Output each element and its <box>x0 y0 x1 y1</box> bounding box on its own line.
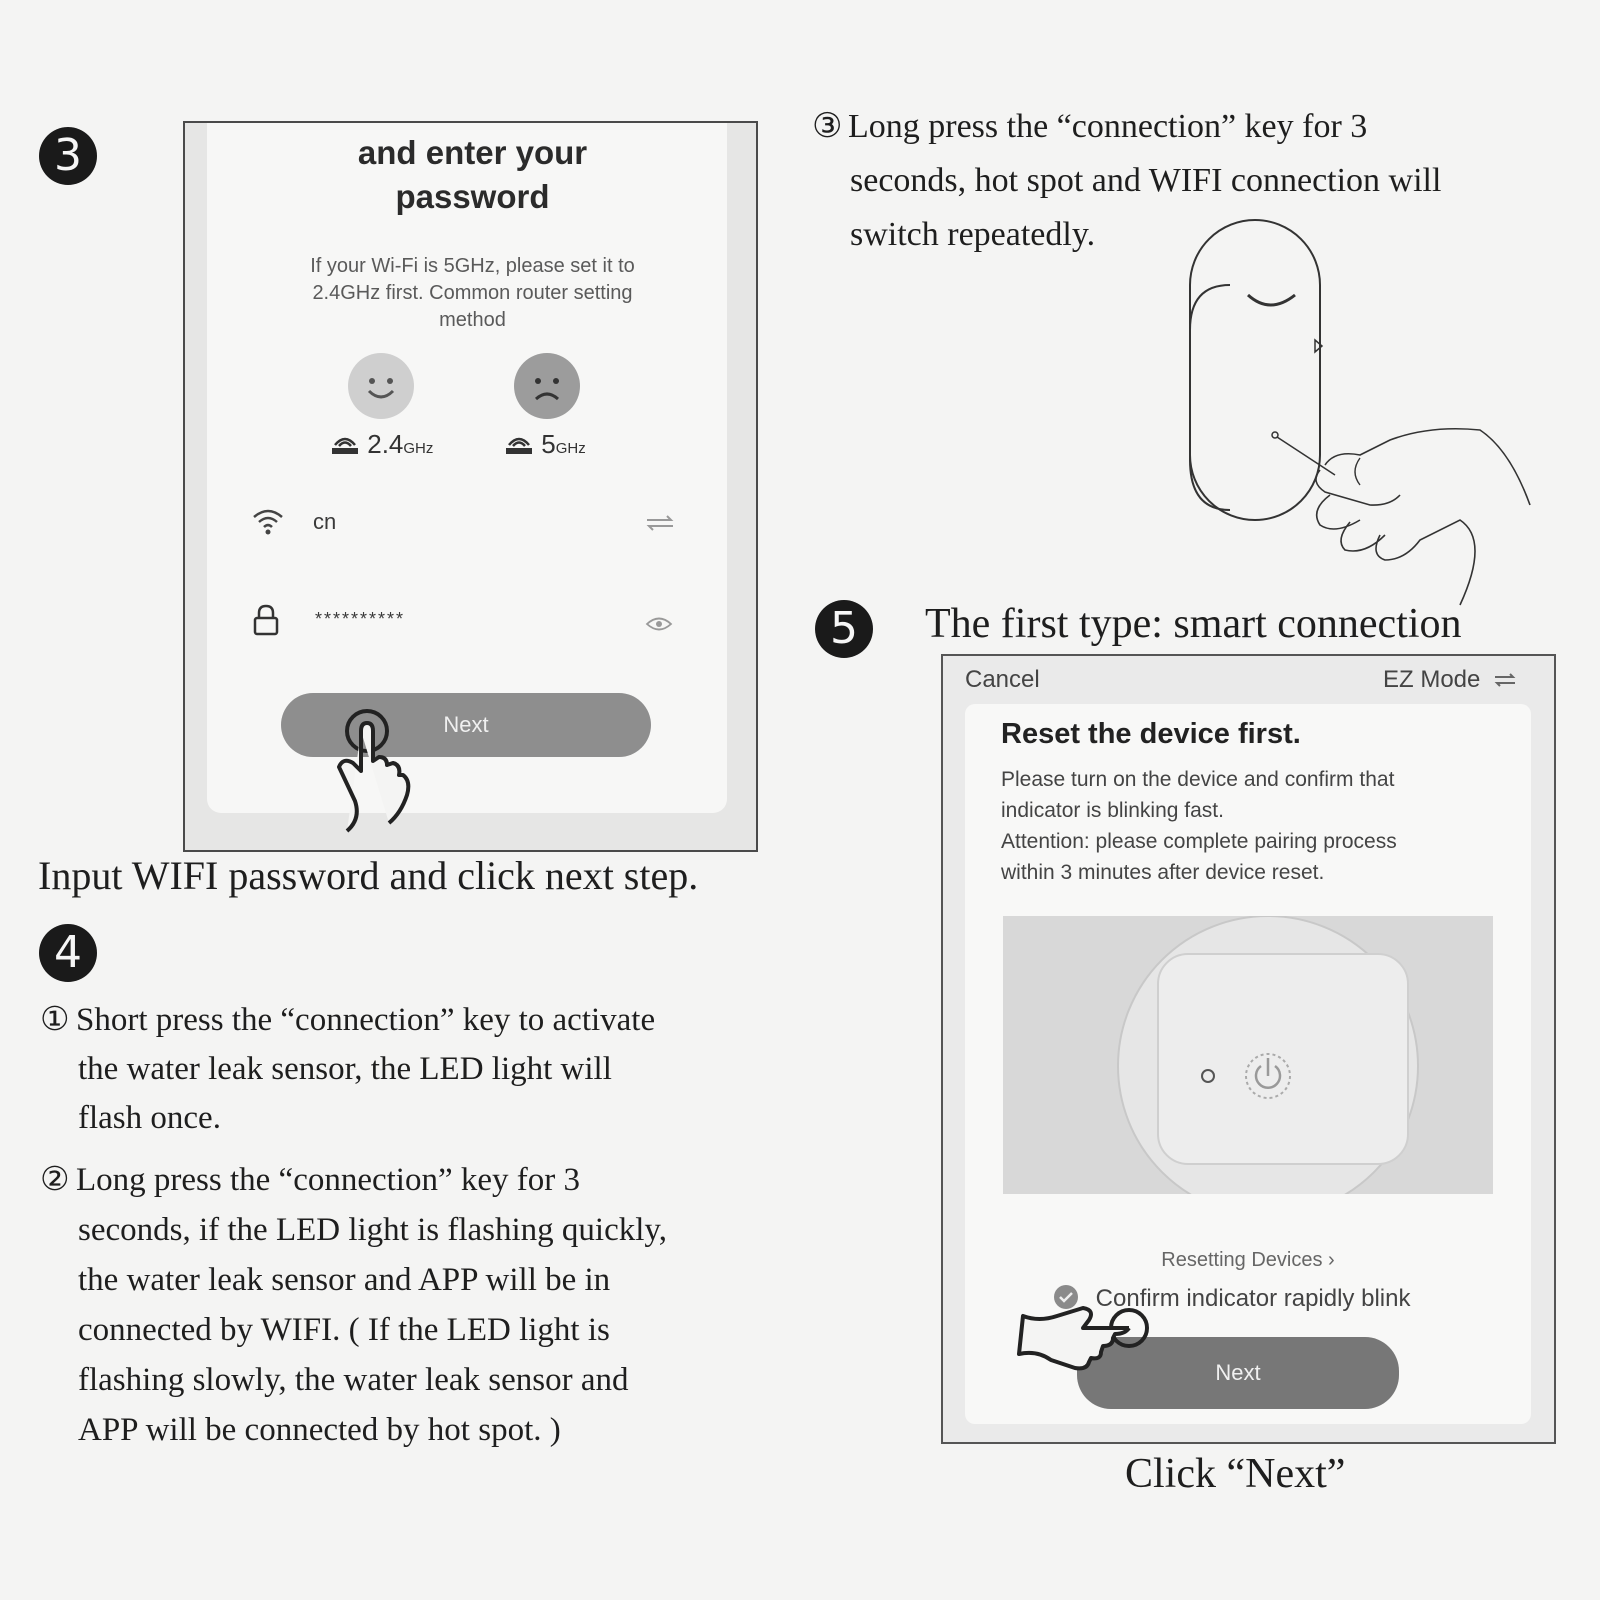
item-2-line-6: APP will be connected by hot spot. ) <box>78 1412 561 1448</box>
band-2g-unit: GHz <box>403 440 434 457</box>
note-line2: 2.4GHz first. Common router setting <box>312 282 633 304</box>
switch-network-icon[interactable] <box>645 515 675 531</box>
chevron-right-icon: › <box>1328 1249 1335 1271</box>
step5-caption: Click “Next” <box>1125 1451 1346 1497</box>
item-3-line-2: seconds, hot spot and WIFI connection will <box>850 162 1442 199</box>
hand-pointer-icon <box>1017 1294 1157 1394</box>
resetting-devices-label: Resetting Devices <box>1161 1249 1323 1271</box>
wifi-password-screenshot <box>183 121 758 852</box>
sad-face-icon <box>514 353 580 419</box>
item-2-text-1: Long press the “connection” key for 3 <box>76 1162 580 1198</box>
step-5-badge: 5 <box>815 600 873 658</box>
item-2-line-3: the water leak sensor and APP will be in <box>78 1262 611 1298</box>
switch-mode-icon <box>1493 673 1517 687</box>
item-1-text-1: Short press the “connection” key to activate <box>76 1002 656 1038</box>
item-2-line-1 <box>40 1155 667 1205</box>
next-button-label: Next <box>443 712 489 737</box>
item-2-line-2: seconds, if the LED light is flashing quickly, <box>78 1212 668 1248</box>
wifi-name-field[interactable] <box>245 503 685 543</box>
item-2-marker: ② <box>40 1162 70 1198</box>
next-button-step5-label: Next <box>1215 1360 1261 1385</box>
sensor-press-illustration <box>1160 210 1560 610</box>
hand-pointer-icon <box>303 701 423 841</box>
ez-mode-switch[interactable] <box>1383 666 1517 694</box>
step4-item-1 <box>40 996 655 1143</box>
item-3-line-3: switch repeatedly. <box>850 216 1096 253</box>
item-1-line-3: flash once. <box>78 1100 221 1136</box>
desc-line3: Attention: please complete pairing process <box>1001 830 1397 853</box>
item-3-line-1 <box>812 100 1441 154</box>
item-1-line-2: the water leak sensor, the LED light will <box>78 1051 612 1087</box>
screen-title-line1: and enter your <box>357 134 588 171</box>
band-5g-value: 5 <box>541 429 556 459</box>
ez-mode-label: EZ Mode <box>1383 666 1481 693</box>
wifi-name-value: cn <box>313 509 337 534</box>
smile-face-icon <box>348 353 414 419</box>
desc-line4: within 3 minutes after device reset. <box>1001 861 1325 884</box>
reset-description <box>1001 764 1397 888</box>
password-value: ********** <box>315 609 406 629</box>
band-5g-unit: GHz <box>555 440 586 457</box>
router-icon <box>330 433 360 455</box>
desc-line1: Please turn on the device and confirm that <box>1001 768 1395 791</box>
router-icon <box>504 433 534 455</box>
item-2-line-4: connected by WIFI. ( If the LED light is <box>78 1312 610 1348</box>
step5-heading: The first type: smart connection <box>925 601 1462 647</box>
screen-title <box>185 131 760 219</box>
item-3-marker: ③ <box>812 108 843 145</box>
screen-title-line2: password <box>395 178 550 215</box>
step-4-badge: 4 <box>39 924 97 982</box>
step4-item-2 <box>40 1155 667 1455</box>
wifi-icon <box>251 507 285 537</box>
band-2g-label <box>330 429 433 460</box>
item-2-line-5: flashing slowly, the water leak sensor and <box>78 1362 629 1398</box>
item-1-marker: ① <box>40 1002 70 1038</box>
item-1-line-1 <box>40 996 655 1045</box>
band-5g-label <box>504 429 586 460</box>
band-2g-value: 2.4 <box>367 429 404 459</box>
reset-device-screenshot <box>941 654 1556 1444</box>
device-illustration <box>1003 916 1493 1194</box>
wifi-band-note <box>245 253 700 334</box>
eye-icon[interactable] <box>645 615 673 633</box>
desc-line2: indicator is blinking fast. <box>1001 799 1224 822</box>
reset-title: Reset the device first. <box>1001 718 1301 750</box>
step3-caption: Input WIFI password and click next step. <box>38 853 699 898</box>
resetting-devices-link[interactable] <box>965 1249 1531 1272</box>
confirm-blink-label: Confirm indicator rapidly blink <box>1095 1285 1411 1312</box>
cancel-button[interactable]: Cancel <box>965 666 1040 693</box>
note-line1: If your Wi-Fi is 5GHz, please set it to <box>310 255 635 277</box>
item-3-text-1: Long press the “connection” key for 3 <box>848 108 1368 145</box>
password-field[interactable] <box>245 601 685 645</box>
note-line3: method <box>439 309 506 331</box>
step-3-badge: 3 <box>39 127 97 185</box>
lock-icon <box>251 603 281 637</box>
